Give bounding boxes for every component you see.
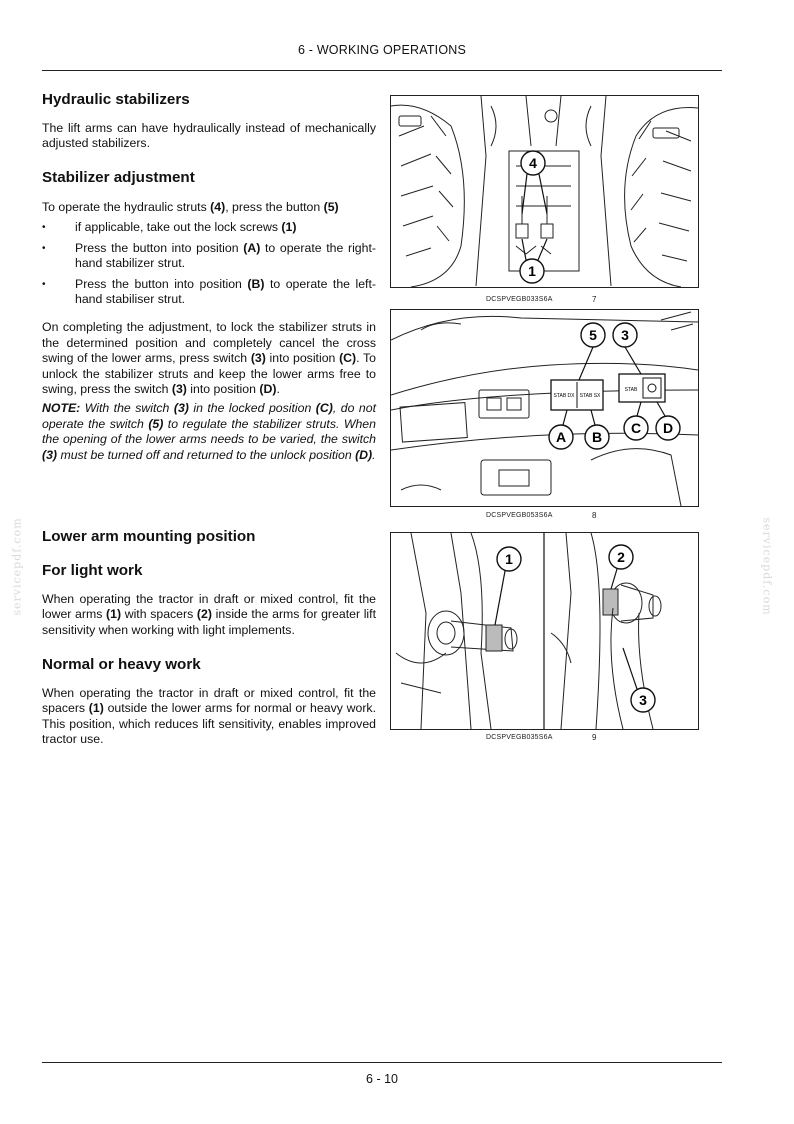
svg-text:B: B bbox=[591, 429, 603, 445]
callout-b bbox=[585, 410, 609, 449]
figure-9-caption: DCSPVEGB035S6A bbox=[486, 734, 553, 741]
bullet-lock-screws: • if applicable, take out the lock screws (1) bbox=[42, 220, 376, 235]
watermark-left: servicepdf.com bbox=[10, 517, 24, 616]
callout-d bbox=[656, 402, 680, 440]
bullet-position-a: • Press the button into position (A) to operate the right-hand stabilizer strut. bbox=[42, 241, 376, 272]
svg-text:3: 3 bbox=[639, 692, 647, 708]
callout-1 bbox=[495, 547, 521, 625]
page-header bbox=[42, 42, 722, 71]
adjustment-intro: To operate the hydraulic struts (4), press the button (5) bbox=[42, 200, 339, 214]
hydraulic-body: The lift arms can have hydraulically instead of mechanically adjusted stabilizers. bbox=[42, 121, 376, 151]
adjustment-lock-paragraph: On completing the adjustment, to lock the stabilizer struts in the determined position and completely cancel the cross swing of the lower arms, press switch (3) into position (C). To unlock the stabilizer struts and keep the lower arms free to swing, press the switch (3) into position (D). bbox=[42, 320, 376, 397]
heavy-work-body: When operating the tractor in draft or mixed control, fit the spacers (1) outside the lower arms for normal or heavy work. This position, which reduces lift sensitivity, enables improved tractor use. bbox=[42, 686, 376, 747]
callout-3 bbox=[623, 648, 655, 712]
svg-text:3: 3 bbox=[621, 327, 629, 343]
watermark-right: servicepdf.com bbox=[760, 517, 774, 616]
heading-lower-arm-mounting: Lower arm mounting position bbox=[42, 528, 256, 545]
note-label: NOTE: bbox=[42, 401, 81, 416]
header-title: 6 - WORKING OPERATIONS bbox=[297, 43, 467, 57]
svg-text:5: 5 bbox=[589, 327, 597, 343]
callout-1 bbox=[520, 239, 547, 283]
svg-text:2: 2 bbox=[617, 549, 625, 565]
heading-hydraulic-stabilizers: Hydraulic stabilizers bbox=[42, 91, 190, 108]
figure-9-number: 9 bbox=[592, 733, 597, 742]
svg-text:A: A bbox=[555, 429, 567, 445]
lock-switch-3 bbox=[619, 374, 665, 402]
svg-text:1: 1 bbox=[505, 551, 513, 567]
stabilizer-button-5 bbox=[551, 380, 603, 410]
svg-text:1: 1 bbox=[528, 263, 536, 279]
note-paragraph: NOTE: With the switch (3) in the locked position (C), do not operate the switch (5) to regulate the stabilizer struts. When the opening of the lower arms needs to be varied, the switch (3) must be turned off and returned to the unlock position (D). bbox=[42, 401, 376, 462]
adjustment-block bbox=[42, 200, 376, 463]
svg-text:4: 4 bbox=[529, 155, 537, 171]
callout-c bbox=[624, 402, 648, 440]
page-number: 6 - 10 bbox=[366, 1072, 398, 1086]
heading-light-work: For light work bbox=[42, 562, 143, 579]
svg-text:D: D bbox=[662, 420, 674, 436]
svg-text:STAB: STAB bbox=[624, 387, 638, 393]
figure-7-stabilizer-struts bbox=[390, 95, 699, 288]
callout-3 bbox=[613, 323, 641, 374]
bullet-position-b: • Press the button into position (B) to operate the left-hand stabiliser strut. bbox=[42, 277, 376, 308]
figure-7-number: 7 bbox=[592, 295, 597, 304]
heading-normal-heavy-work: Normal or heavy work bbox=[42, 656, 201, 673]
figure-9-lower-arm-spacers bbox=[390, 532, 699, 730]
callout-4 bbox=[521, 151, 547, 214]
figure-8-caption: DCSPVEGB053S6A bbox=[486, 512, 553, 519]
callout-5 bbox=[579, 323, 605, 380]
callout-a bbox=[549, 410, 573, 449]
callout-2 bbox=[609, 545, 633, 589]
heading-stabilizer-adjustment: Stabilizer adjustment bbox=[42, 169, 195, 186]
svg-text:C: C bbox=[630, 420, 642, 436]
figure-8-number: 8 bbox=[592, 511, 597, 520]
figure-8-switch-panel bbox=[390, 309, 699, 507]
svg-text:STAB SX: STAB SX bbox=[579, 393, 601, 399]
light-work-body: When operating the tractor in draft or mixed control, fit the lower arms (1) with spacers (2) inside the arms for greater lift sensitivity when working with light implements. bbox=[42, 592, 376, 637]
page-footer bbox=[42, 1062, 722, 1086]
figure-7-caption: DCSPVEGB033S6A bbox=[486, 296, 553, 303]
svg-text:STAB DX: STAB DX bbox=[553, 393, 575, 399]
